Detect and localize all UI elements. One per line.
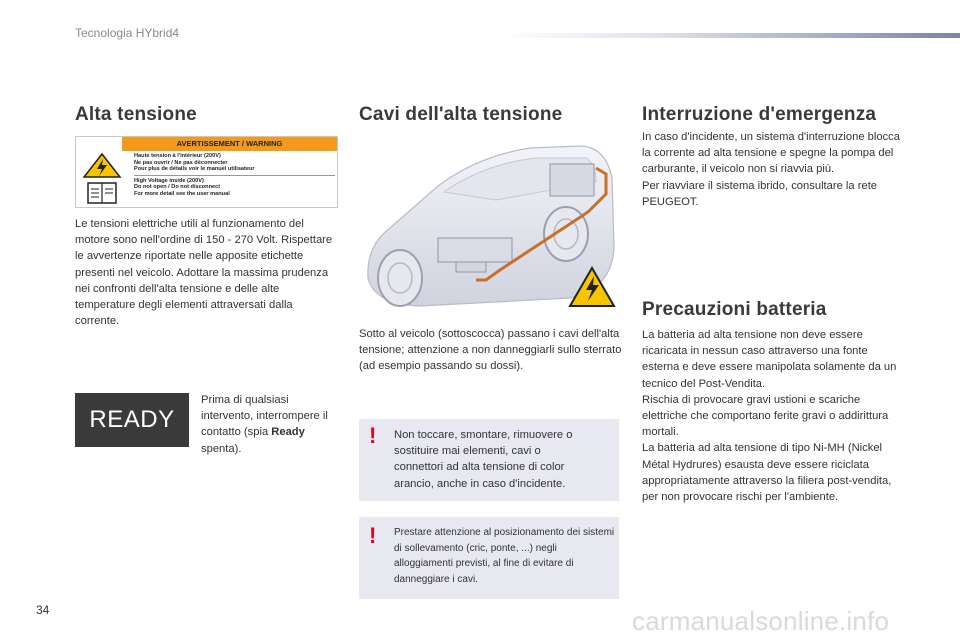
interruzione-text-2: Per riavviare il sistema ibrido, consultare la rete PEUGEOT. bbox=[642, 179, 878, 208]
watermark: carmanualsonline.info bbox=[632, 606, 890, 636]
heading-precauzioni: Precauzioni batteria bbox=[642, 299, 827, 320]
warning-line: Haute tension à l'intérieur (200V) bbox=[134, 153, 221, 159]
alert-icon: ! bbox=[369, 423, 377, 448]
page-number: 34 bbox=[36, 603, 50, 617]
warning-label-icons bbox=[80, 151, 124, 207]
battery-pack bbox=[438, 238, 512, 262]
warning-line: Do not open / Do not disconnect bbox=[134, 184, 221, 191]
ready-instruction bbox=[201, 392, 336, 457]
interruzione-text-1: In caso d'incidente, un sistema d'interruzione blocca la corrente ad alta tensione e spegne la pompa del carburante, il veicolo non si riavvia più. bbox=[642, 131, 901, 176]
warning-line: For more detail see the user manual bbox=[134, 190, 230, 197]
ready-badge: READY bbox=[75, 393, 189, 447]
interruzione-body bbox=[642, 129, 907, 210]
warning-line: Pour plus de détails voir le manuel utilisateur bbox=[134, 166, 255, 173]
precauzioni-text-2: Rischia di provocare gravi ustioni e scariche elettriche che comportano ferite gravi o addirittura mortali. bbox=[642, 393, 889, 439]
precauzioni-text-1: La batteria ad alta tensione non deve essere ricaricata in nessun caso attraverso una fonte esterna e deve essere manipolata solamente da un tecnico del Post-Vendita. bbox=[642, 329, 897, 390]
heading-interruzione: Interruzione d'emergenza bbox=[642, 104, 877, 125]
ready-text-after: spenta). bbox=[201, 442, 242, 455]
header-bar bbox=[500, 33, 960, 38]
heading-alta-tensione: Alta tensione bbox=[75, 104, 197, 125]
car-illustration bbox=[360, 138, 622, 318]
ready-text-before: Prima di qualsiasi intervento, interrompere il contatto (spia bbox=[201, 394, 328, 439]
warning-label-head: AVERTISSEMENT / WARNING bbox=[122, 137, 337, 151]
alert-text: Non toccare, smontare, rimuovere o sostituire mai elementi, cavi o connettori ad alta tensione di color arancio, anche in caso d'incidente. bbox=[394, 429, 573, 490]
warning-label-lines bbox=[134, 153, 335, 198]
warning-line: High Voltage inside (200V) bbox=[134, 177, 204, 184]
engine-block bbox=[550, 164, 594, 196]
manual-book-icon bbox=[88, 183, 116, 203]
precauzioni-text-3: La batteria ad alta tensione di tipo Ni-MH (Nickel Métal Hydrures) esausta deve essere riciclata appropriatamente attraverso la filiera post-vendita, per non provocare rischi per l'ambiente. bbox=[642, 442, 892, 504]
rear-wheel bbox=[378, 250, 422, 306]
cavi-body: Sotto al veicolo (sottoscocca) passano i cavi dell'alta tensione; attenzione a non danneggiarli sullo sterrato (ad esempio passando su dossi). bbox=[359, 328, 622, 373]
heading-cavi: Cavi dell'alta tensione bbox=[359, 104, 563, 125]
precauzioni-body bbox=[642, 327, 907, 505]
alert-text: Prestare attenzione al posizionamento dei sistemi di sollevamento (cric, ponte, ...) negli alloggiamenti previsti, al fine di evitare di danneggiare i cavi. bbox=[394, 527, 615, 585]
alta-tensione-body: Le tensioni elettriche utili al funzionamento del motore sono nell'ordine di 150 - 270 Volt. Rispettare le avvertenze riportate nelle apposite etichette presenti nel veicolo. Adottare la massima prudenza nei confronti dell'alta tensione e delle alte temperature degli elementi attraversati dalla corrente. bbox=[75, 218, 333, 328]
warning-label bbox=[75, 136, 338, 208]
ready-text-bold: Ready bbox=[271, 426, 305, 439]
alert-box-lifting bbox=[359, 517, 619, 599]
alert-box-touch bbox=[359, 419, 619, 501]
warning-line: Ne pas ouvrir / Ne pas déconnecter bbox=[134, 159, 228, 166]
alert-icon: ! bbox=[369, 523, 377, 548]
header-title: Tecnologia HYbrid4 bbox=[75, 26, 180, 40]
